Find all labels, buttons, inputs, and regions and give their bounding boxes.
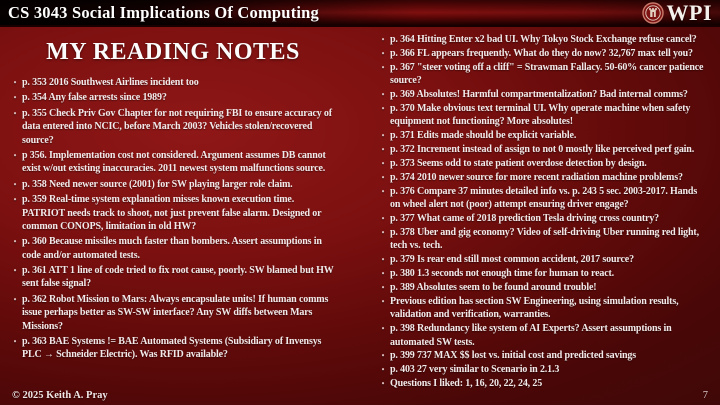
note-text: p. 378 Uber and gig economy? Video of self-driving Uber running red light, tech vs. tech.	[390, 226, 699, 252]
page-number: 7	[702, 389, 708, 401]
slide-body	[0, 27, 720, 390]
bullet-icon: •	[381, 103, 385, 113]
note-item	[376, 102, 704, 129]
bullet-icon: •	[381, 35, 385, 44]
bullet-icon: •	[381, 48, 385, 58]
bullet-icon: •	[381, 296, 385, 306]
note-text: p. 369 Absolutes! Harmful compartmentalization? Bad internal comms?	[390, 89, 688, 101]
note-item	[376, 363, 704, 376]
note-item	[376, 61, 704, 88]
bullet-icon: •	[13, 150, 17, 160]
note-text: p. 358 Need newer source (2001) for SW playing larger role claim.	[22, 178, 293, 190]
bullet-icon: •	[13, 93, 17, 103]
note-text: p. 403 27 very similar to Scenario in 2.1.3	[390, 364, 560, 376]
note-item	[376, 349, 704, 362]
note-item	[8, 107, 338, 147]
note-text: Previous edition has section SW Engineering, using simulation results, validation and verification, warranties.	[390, 295, 679, 321]
note-text: p. 359 Real-time system explanation misses known execution time. PATRIOT needs track to shoot, not just prevent false alarm. Designed or common CONOPS, limitation in old HW?	[22, 194, 322, 232]
copyright-text: © 2025 Keith A. Pray	[12, 389, 108, 401]
slide-title: MY READING NOTES	[46, 39, 300, 65]
note-text: p. 353 2016 Southwest Airlines incident too	[22, 77, 199, 88]
note-item	[8, 264, 338, 291]
note-text: p. 363 BAE Systems != BAE Automated Systems (Subsidiary of Invensys PLC → Schneider Electric). Was RFID available?	[22, 336, 322, 361]
bullet-icon: •	[381, 283, 385, 293]
bullet-icon: •	[13, 78, 17, 87]
bullet-icon: •	[381, 186, 385, 196]
bullet-icon: •	[381, 324, 385, 334]
bullet-icon: •	[381, 90, 385, 100]
note-item	[376, 171, 704, 184]
bullet-icon: •	[381, 227, 385, 237]
note-text: p. 389 Absolutes seem to be found around trouble!	[390, 282, 597, 294]
wpi-seal-icon	[642, 2, 664, 24]
slide-header-bar	[0, 0, 720, 27]
bullet-icon: •	[13, 337, 17, 347]
bullet-icon: •	[381, 145, 385, 155]
note-text: p. 398 Redundancy like system of AI Experts? Assert assumptions in automated SW tests.	[390, 323, 672, 348]
bullet-icon: •	[381, 351, 385, 361]
bullet-icon: •	[381, 379, 385, 389]
note-text: p. 355 Check Priv Gov Chapter for not requiring FBI to ensure accuracy of data entered into NCIC, before March 2003? Vehicles stolen/recovered source?	[22, 107, 332, 146]
note-item	[376, 322, 704, 349]
note-text: p. 374 2010 newer source for more recent radiation machine problems?	[390, 171, 683, 183]
bullet-icon: •	[381, 269, 385, 279]
slide-footer	[0, 385, 720, 405]
notes-list-right	[376, 33, 704, 391]
wpi-logo-text: WPI	[666, 0, 712, 25]
bullet-icon: •	[13, 294, 17, 304]
bullet-icon: •	[13, 179, 17, 189]
bullet-icon: •	[381, 365, 385, 375]
note-text: p. 361 ATT 1 line of code tried to fix root cause, poorly. SW blamed but HW sent false signal?	[22, 265, 334, 290]
note-text: p. 372 Increment instead of assign to not 0 mostly like perceived perf gain.	[390, 144, 695, 156]
notes-list-left	[8, 76, 338, 362]
note-text: p. 370 Make obvious text terminal UI. Why operate machine when safety equipment not functioning? More absolutes!	[390, 102, 691, 128]
note-item	[8, 293, 338, 333]
note-item	[376, 267, 704, 280]
course-title: CS 3043 Social Implications Of Computing	[8, 2, 319, 22]
note-text: Questions I liked: 1, 16, 20, 22, 24, 25	[390, 378, 543, 390]
note-item	[376, 253, 704, 266]
note-text: p. 377 What came of 2018 prediction Tesla driving cross country?	[390, 213, 660, 225]
note-item	[376, 185, 704, 212]
note-text: p. 399 737 MAX $$ lost vs. initial cost and predicted savings	[390, 350, 636, 362]
note-text: p. 366 FL appears frequently. What do they do now? 32,767 max tell you?	[390, 47, 693, 59]
note-text: p. 371 Edits made should be explicit variable.	[390, 130, 577, 142]
note-item	[376, 157, 704, 170]
note-text: p. 362 Robot Mission to Mars: Always encapsulate units! If human comms issue perhaps better as SW-SW interface? Any SW diffs between Mars Missions?	[22, 293, 329, 332]
bullet-icon: •	[13, 266, 17, 276]
note-text: p. 360 Because missiles much faster than bombers. Assert assumptions in code and/or automated tests.	[22, 236, 322, 261]
note-text: p. 380 1.3 seconds not enough time for human to react.	[390, 268, 615, 280]
note-item	[8, 178, 338, 191]
note-item	[376, 33, 704, 46]
bullet-icon: •	[13, 108, 17, 118]
note-item	[376, 226, 704, 253]
right-column	[360, 27, 720, 390]
note-text: p. 373 Seems odd to state patient overdose detection by design.	[390, 158, 647, 170]
bullet-icon: •	[381, 172, 385, 182]
note-item	[376, 88, 704, 101]
note-item	[376, 281, 704, 294]
bullet-icon: •	[13, 195, 17, 205]
note-item	[376, 143, 704, 156]
note-item	[8, 91, 338, 104]
note-item	[376, 129, 704, 142]
wpi-logo	[642, 2, 713, 24]
left-column	[0, 27, 360, 385]
note-text: p. 379 Is rear end still most common accident, 2017 source?	[390, 254, 634, 266]
note-item	[376, 212, 704, 225]
note-text: p 356. Implementation cost not considered. Argument assumes DB cannot exist w/out existing inaccuracies. 2011 newest system malfunctions source.	[22, 149, 326, 175]
note-text: p. 367 "steer voting off a cliff" = Strawman Fallacy. 50-60% cancer patience source?	[390, 61, 704, 87]
note-item	[8, 335, 338, 362]
note-item	[8, 76, 338, 89]
note-item	[8, 149, 338, 176]
note-item	[8, 193, 338, 233]
note-text: p. 376 Compare 37 minutes detailed info vs. p. 243 5 sec. 2003-2017. Hands on wheel alert not (poor) attempt ensuring driver engage?	[390, 185, 698, 211]
bullet-icon: •	[381, 62, 385, 72]
note-item	[8, 235, 338, 262]
note-item	[376, 295, 704, 322]
note-item	[376, 47, 704, 60]
note-text: p. 364 Hitting Enter x2 bad UI. Why Tokyo Stock Exchange refuse cancel?	[390, 34, 697, 45]
note-text: p. 354 Any false arrests since 1989?	[22, 92, 167, 104]
bullet-icon: •	[381, 255, 385, 265]
bullet-icon: •	[381, 214, 385, 224]
bullet-icon: •	[381, 159, 385, 169]
bullet-icon: •	[13, 237, 17, 247]
bullet-icon: •	[381, 131, 385, 141]
